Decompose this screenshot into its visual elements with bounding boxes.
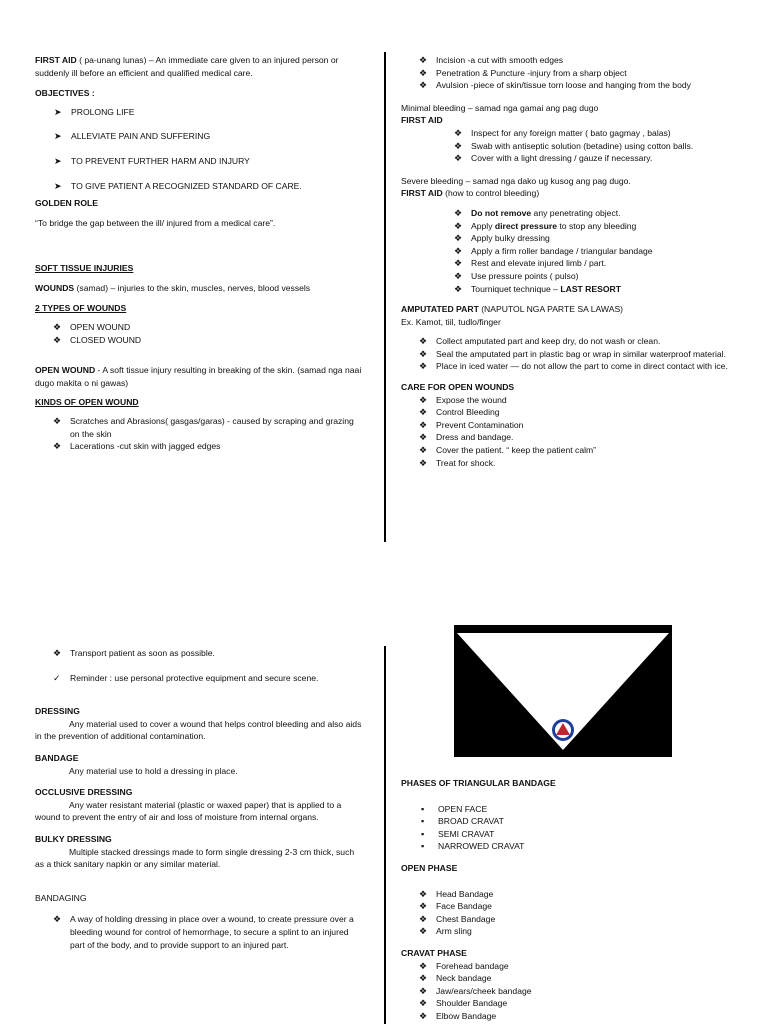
minimal-bleeding-text: Minimal bleeding – samad nga gamai ang pag dugo	[401, 102, 599, 113]
list-item: ❖ Cover with a light dressing / gauze if necessary.	[454, 153, 653, 164]
amputated-steps-list	[401, 335, 737, 373]
diamond-bullet-icon: ❖	[419, 55, 428, 65]
list-item: ❖ Treat for shock.	[419, 457, 496, 468]
diamond-bullet-icon: ❖	[419, 336, 428, 347]
diamond-bullet-icon: ❖	[419, 419, 428, 430]
list-item: ❖ Tourniquet technique – LAST RESORT	[454, 283, 621, 294]
bandage-text: Any material use to hold a dressing in place.	[69, 765, 238, 776]
left-top-column	[35, 54, 365, 453]
list-item: ➤ TO PREVENT FURTHER HARM AND INJURY	[54, 155, 250, 166]
diamond-bullet-icon: ❖	[419, 901, 428, 912]
amputated-heading: AMPUTATED PART (NAPUTOL NGA PARTE SA LAWAS)	[401, 304, 624, 315]
first-aid-control-label: FIRST AID (how to control bleeding)	[401, 188, 540, 199]
list-item: ❖ Chest Bandage	[419, 913, 496, 924]
diamond-bullet-icon: ❖	[454, 140, 463, 151]
list-item: ❖ Arm sling	[419, 926, 472, 937]
list-item: ❖ Inspect for any foreign matter ( bato gagmay , balas)	[454, 127, 671, 138]
severe-steps-list	[401, 207, 741, 295]
list-item: ❖ OPEN WOUND	[53, 322, 131, 333]
arrow-bullet-icon: ➤	[54, 131, 62, 142]
diamond-bullet-icon: ❖	[53, 914, 62, 925]
right-top-column	[401, 54, 741, 469]
diamond-bullet-icon: ❖	[419, 960, 428, 971]
soft-tissue-heading: SOFT TISSUE INJURIES	[35, 263, 134, 274]
list-item: ❖ Forehead bandage	[419, 960, 509, 971]
diamond-bullet-icon: ❖	[419, 457, 428, 468]
list-item: ❖ Avulsion -piece of skin/tissue torn loose and hanging from the body	[419, 80, 691, 91]
kinds-continued-list	[401, 54, 741, 92]
list-item: ▪ NARROWED CRAVAT	[421, 841, 525, 852]
list-item: ❖ Elbow Bandage	[419, 1010, 497, 1021]
occlusive-heading: OCCLUSIVE DRESSING	[35, 787, 133, 798]
list-item: ❖ A way of holding dressing in place over a wound, to create pressure over a bleeding wound for control of hemorrhage, to secure a splint to an injured part of the body, and to provide support to an injured part.	[53, 914, 354, 950]
diamond-bullet-icon: ❖	[53, 322, 62, 333]
diamond-bullet-icon: ❖	[419, 926, 428, 937]
list-item: ❖ Do not remove any penetrating object.	[454, 207, 621, 218]
amputated-example: Ex. Kamot, tiil, tudlo/finger	[401, 316, 501, 327]
list-item: ❖ Penetration & Puncture -injury from a sharp object	[419, 67, 627, 78]
minimal-steps-list	[401, 127, 741, 165]
diamond-bullet-icon: ❖	[53, 441, 62, 452]
dressing-text: Any material used to cover a wound that helps control bleeding and also aids in the prevention of additional contamination.	[35, 718, 362, 742]
arrow-bullet-icon: ➤	[54, 106, 62, 117]
objectives-heading: OBJECTIVES :	[35, 88, 95, 99]
diamond-bullet-icon: ❖	[419, 67, 428, 78]
cravat-phase-heading: CRAVAT PHASE	[401, 947, 467, 958]
diamond-bullet-icon: ❖	[419, 913, 428, 924]
list-item: ❖ CLOSED WOUND	[53, 334, 142, 345]
diamond-bullet-icon: ❖	[454, 245, 463, 256]
list-item: ▪ OPEN FACE	[421, 803, 488, 814]
phases-heading: PHASES OF TRIANGULAR BANDAGE	[401, 778, 556, 788]
list-item: ❖ Shoulder Bandage	[419, 998, 508, 1009]
bulky-text: Multiple stacked dressings made to form single dressing 2-3 cm thick, such as a thick sanitary napkin or any similar material.	[35, 846, 355, 870]
list-item: ❖ Rest and elevate injured limb / part.	[454, 258, 607, 269]
bandage-heading: BANDAGE	[35, 752, 79, 763]
list-item: ❖ Place in iced water — do not allow the part to come in direct contact with ice.	[419, 361, 728, 372]
list-item: ❖ Swab with antiseptic solution (betadine) using cotton balls.	[454, 140, 694, 151]
diamond-bullet-icon: ❖	[419, 888, 428, 899]
triangular-bandage-figure	[454, 625, 672, 757]
diamond-bullet-icon: ❖	[454, 153, 463, 164]
diamond-bullet-icon: ❖	[419, 973, 428, 984]
checkmark-icon: ✓	[53, 672, 61, 683]
cravat-phase-list	[401, 960, 741, 1023]
list-item: ➤ PROLONG LIFE	[54, 106, 135, 117]
dressing-heading: DRESSING	[35, 706, 80, 717]
column-divider-top	[384, 52, 386, 542]
arrow-bullet-icon: ➤	[54, 180, 62, 191]
list-item: ❖ Face Bandage	[419, 901, 492, 912]
list-item: ❖ Seal the amputated part in plastic bag or wrap in similar waterproof material.	[419, 348, 726, 359]
diamond-bullet-icon: ❖	[419, 361, 428, 372]
diamond-bullet-icon: ❖	[454, 233, 463, 244]
list-item: ❖ Head Bandage	[419, 888, 494, 899]
list-item: ➤ TO GIVE PATIENT A RECOGNIZED STANDARD OF CARE.	[54, 180, 302, 191]
list-item: ▪ SEMI CRAVAT	[421, 828, 495, 839]
list-item: ❖ Apply a firm roller bandage / triangular bandage	[454, 245, 653, 256]
kinds-list	[35, 415, 365, 453]
list-item: ❖ Apply direct pressure to stop any bleeding	[454, 220, 637, 231]
diamond-bullet-icon: ❖	[419, 407, 428, 418]
list-item: ❖ Control Bleeding	[419, 407, 500, 418]
occlusive-text: Any water resistant material (plastic or waxed paper) that is applied to a wound to prevent the entry of air and loss of moisture from internal organs.	[35, 799, 342, 823]
list-item: ❖ Lacerations -cut skin with jagged edges	[53, 441, 221, 452]
list-item: ❖ Transport patient as soon as possible.	[53, 648, 215, 658]
list-item: ❖ Scratches and Abrasions( gasgas/garas) - caused by scraping and grazing on the skin	[53, 416, 354, 439]
first-aid-label: FIRST AID	[401, 115, 443, 126]
open-wound-definition: OPEN WOUND - A soft tissue injury resulting in breaking of the skin. (samad nga naai dugo makita o ni gawas)	[35, 365, 362, 388]
phases-list	[401, 803, 741, 853]
diamond-bullet-icon: ❖	[419, 394, 428, 405]
list-item: ❖ Expose the wound	[419, 394, 507, 405]
wounds-definition: WOUNDS (samad) – injuries to the skin, muscles, nerves, blood vessels	[35, 282, 311, 293]
golden-role-heading: GOLDEN ROLE	[35, 198, 99, 209]
arrow-bullet-icon: ➤	[54, 155, 62, 166]
diamond-bullet-icon: ❖	[454, 283, 463, 294]
diamond-bullet-icon: ❖	[419, 80, 428, 91]
list-item: ✓ Reminder : use personal protective equipment and secure scene.	[53, 672, 319, 683]
diamond-bullet-icon: ❖	[419, 1010, 428, 1021]
square-bullet-icon: ▪	[421, 841, 425, 852]
square-bullet-icon: ▪	[421, 816, 425, 827]
list-item: ❖ Use pressure points ( pulso)	[454, 270, 579, 281]
left-bottom-column	[35, 647, 365, 951]
list-item: ❖ Prevent Contamination	[419, 419, 524, 430]
open-phase-heading: OPEN PHASE	[401, 862, 458, 873]
list-item: ▪ BROAD CRAVAT	[421, 816, 504, 827]
wound-types-list	[35, 321, 365, 346]
list-item: ❖ Jaw/ears/cheek bandage	[419, 985, 532, 996]
diamond-bullet-icon: ❖	[454, 220, 463, 231]
list-item: ❖ Dress and bandage.	[419, 432, 514, 443]
golden-role-text: “To bridge the gap between the ill/ injured from a medical care”.	[35, 217, 276, 228]
diamond-bullet-icon: ❖	[419, 998, 428, 1009]
diamond-bullet-icon: ❖	[419, 432, 428, 443]
diamond-bullet-icon: ❖	[454, 207, 463, 218]
diamond-bullet-icon: ❖	[419, 348, 428, 359]
diamond-bullet-icon: ❖	[53, 648, 62, 658]
triangular-bandage-illustration	[454, 625, 672, 757]
list-item: ❖ Collect amputated part and keep dry, do not wash or clean.	[419, 336, 661, 347]
severe-bleeding-text: Severe bleeding – samad nga dako ug kusog ang pag dugo.	[401, 175, 631, 186]
diamond-bullet-icon: ❖	[53, 416, 62, 427]
list-item: ❖ Incision -a cut with smooth edges	[419, 55, 564, 65]
column-divider-bottom	[384, 646, 386, 1024]
diamond-bullet-icon: ❖	[454, 127, 463, 138]
bulky-heading: BULKY DRESSING	[35, 833, 112, 844]
diamond-bullet-icon: ❖	[53, 334, 62, 345]
square-bullet-icon: ▪	[421, 828, 425, 839]
care-steps-list	[401, 394, 741, 470]
list-item: ❖ Neck bandage	[419, 973, 492, 984]
diamond-bullet-icon: ❖	[419, 445, 428, 456]
kinds-heading: KINDS OF OPEN WOUND	[35, 396, 139, 407]
diamond-bullet-icon: ❖	[454, 258, 463, 269]
first-aid-definition: FIRST AID ( pa-unang lunas) – An immediate care given to an injured person or suddenly ill before an efficient and qualified medical care.	[35, 55, 339, 78]
transport-list	[35, 647, 365, 660]
types-heading: 2 TYPES OF WOUNDS	[35, 302, 127, 313]
open-phase-list	[401, 888, 741, 938]
diamond-bullet-icon: ❖	[454, 270, 463, 281]
care-heading: CARE FOR OPEN WOUNDS	[401, 382, 515, 393]
square-bullet-icon: ▪	[421, 803, 425, 814]
objectives-list	[35, 106, 365, 192]
bandaging-heading: BANDAGING	[35, 892, 87, 903]
red-cross-badge-icon	[552, 719, 574, 741]
list-item: ❖ Apply bulky dressing	[454, 233, 550, 244]
diamond-bullet-icon: ❖	[419, 985, 428, 996]
bandaging-list	[35, 913, 365, 951]
list-item: ❖ Cover the patient. “ keep the patient calm”	[419, 445, 597, 456]
reminder-list	[35, 672, 365, 685]
list-item: ➤ ALLEVIATE PAIN AND SUFFERING	[54, 131, 211, 142]
right-bottom-column	[401, 777, 741, 1023]
